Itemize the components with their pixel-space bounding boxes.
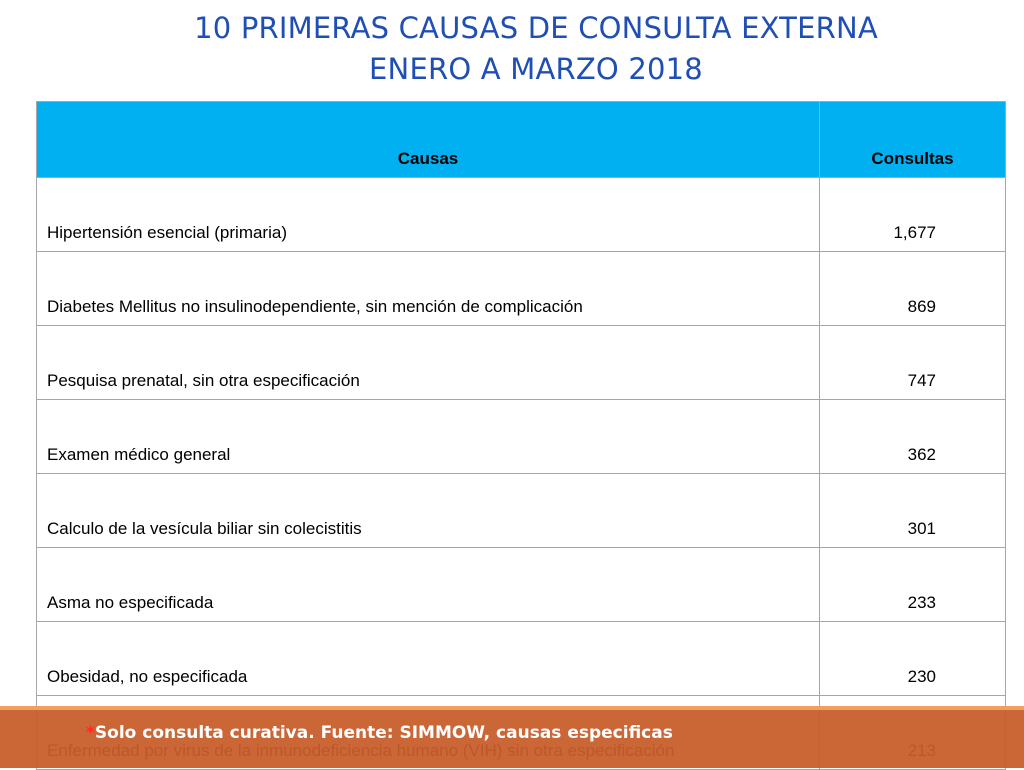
footer-asterisk: * bbox=[86, 723, 95, 743]
count-cell: 1,677 bbox=[820, 178, 1006, 252]
header-causas: Causas bbox=[37, 102, 820, 178]
cause-cell: Pesquisa prenatal, sin otra especificación bbox=[37, 326, 820, 400]
table-row bbox=[37, 474, 1006, 548]
footer-note-text: Solo consulta curativa. Fuente: SIMMOW, causas especificas bbox=[94, 723, 673, 743]
count-cell: 230 bbox=[820, 622, 1006, 696]
count-cell: 747 bbox=[820, 326, 1006, 400]
title-line-2: ENERO A MARZO 2018 bbox=[369, 52, 703, 86]
cause-cell: Obesidad, no especificada bbox=[37, 622, 820, 696]
cause-cell: Calculo de la vesícula biliar sin colecistitis bbox=[37, 474, 820, 548]
table-row bbox=[37, 548, 1006, 622]
table-header-row bbox=[37, 102, 1006, 178]
cause-cell: Diabetes Mellitus no insulinodependiente, sin mención de complicación bbox=[37, 252, 820, 326]
count-cell: 301 bbox=[820, 474, 1006, 548]
title-line-1: 10 PRIMERAS CAUSAS DE CONSULTA EXTERNA bbox=[194, 11, 878, 45]
count-cell: 233 bbox=[820, 548, 1006, 622]
table-row bbox=[37, 400, 1006, 474]
table-row bbox=[37, 178, 1006, 252]
table-row bbox=[37, 622, 1006, 696]
causes-table bbox=[36, 101, 1006, 770]
footer-note bbox=[86, 720, 673, 746]
header-consultas: Consultas bbox=[820, 102, 1006, 178]
count-cell: 869 bbox=[820, 252, 1006, 326]
cause-cell: Asma no especificada bbox=[37, 548, 820, 622]
table-row bbox=[37, 326, 1006, 400]
slide-title bbox=[150, 8, 922, 90]
cause-cell: Examen médico general bbox=[37, 400, 820, 474]
cause-cell: Hipertensión esencial (primaria) bbox=[37, 178, 820, 252]
table-row bbox=[37, 252, 1006, 326]
count-cell: 362 bbox=[820, 400, 1006, 474]
